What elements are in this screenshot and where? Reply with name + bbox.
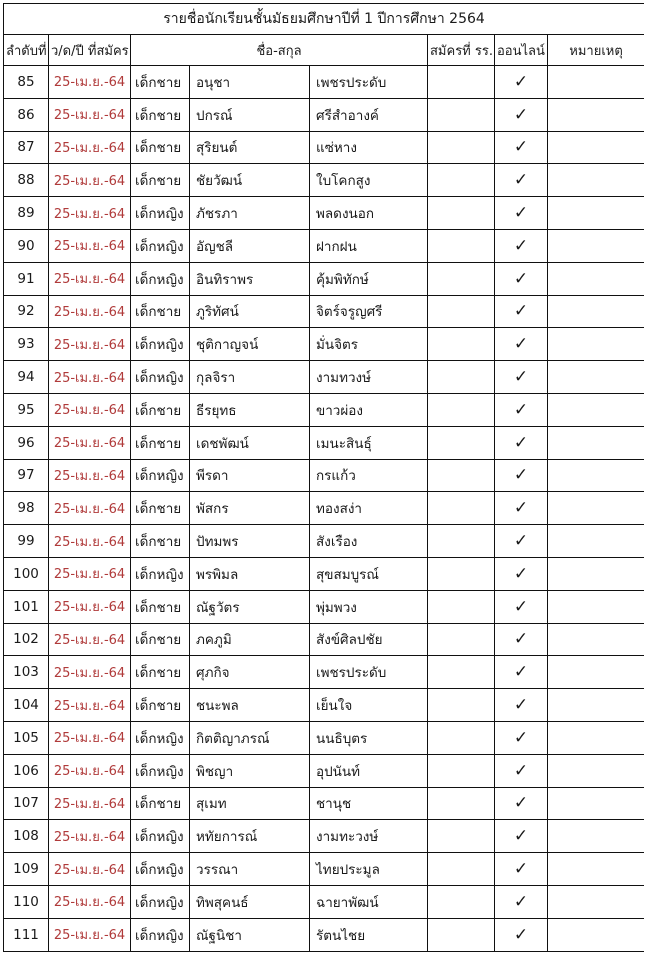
row-applied [428,918,495,951]
row-last-name: ขาวผ่อง [310,393,428,426]
row-applied [428,590,495,623]
row-number: 89 [4,197,49,230]
table-row [4,853,645,886]
row-prefix: เด็กหญิง [131,820,190,853]
row-remark [548,361,645,394]
row-remark [548,820,645,853]
row-date: 25-เม.ย.-64 [49,885,131,918]
row-first-name: พีรดา [190,459,310,492]
row-first-name: ชุติกาญจน์ [190,328,310,361]
row-online-check: ✓ [495,229,548,262]
row-remark [548,197,645,230]
row-number: 94 [4,361,49,394]
row-first-name: วรรณา [190,853,310,886]
row-remark [548,66,645,99]
row-last-name: ชานุช [310,787,428,820]
row-online-check: ✓ [495,492,548,525]
row-prefix: เด็กชาย [131,98,190,131]
row-prefix: เด็กหญิง [131,361,190,394]
row-first-name: กิตติญาภรณ์ [190,721,310,754]
row-first-name: อนุชา [190,66,310,99]
row-remark [548,590,645,623]
row-date: 25-เม.ย.-64 [49,164,131,197]
row-prefix: เด็กชาย [131,164,190,197]
row-applied [428,131,495,164]
row-remark [548,656,645,689]
row-online-check: ✓ [495,525,548,558]
row-online-check: ✓ [495,853,548,886]
row-last-name: งามทะวงษ์ [310,820,428,853]
row-remark [548,721,645,754]
row-online-check: ✓ [495,557,548,590]
row-remark [548,525,645,558]
row-number: 90 [4,229,49,262]
row-remark [548,853,645,886]
row-first-name: พรพิมล [190,557,310,590]
row-remark [548,229,645,262]
row-applied [428,656,495,689]
row-number: 93 [4,328,49,361]
row-remark [548,918,645,951]
row-online-check: ✓ [495,787,548,820]
row-number: 108 [4,820,49,853]
row-last-name: ใบโคกสูง [310,164,428,197]
row-applied [428,229,495,262]
row-prefix: เด็กหญิง [131,459,190,492]
row-date: 25-เม.ย.-64 [49,492,131,525]
row-last-name: เย็นใจ [310,689,428,722]
row-date: 25-เม.ย.-64 [49,459,131,492]
row-remark [548,98,645,131]
table-row [4,131,645,164]
row-number: 96 [4,426,49,459]
table-row [4,492,645,525]
sheet-title: รายชื่อนักเรียนชั้นมัธยมศึกษาปีที่ 1 ปีการศึกษา 2564 [4,4,645,35]
table-row [4,525,645,558]
row-prefix: เด็กหญิง [131,328,190,361]
row-applied [428,885,495,918]
table-row [4,164,645,197]
row-first-name: ทิพสุคนธ์ [190,885,310,918]
row-prefix: เด็กหญิง [131,262,190,295]
row-online-check: ✓ [495,197,548,230]
table-row [4,885,645,918]
row-number: 92 [4,295,49,328]
row-applied [428,492,495,525]
title-row [4,4,645,35]
row-number: 86 [4,98,49,131]
table-row [4,656,645,689]
row-remark [548,131,645,164]
row-last-name: เพชรประดับ [310,656,428,689]
row-remark [548,295,645,328]
row-last-name: งามทวงษ์ [310,361,428,394]
row-date: 25-เม.ย.-64 [49,426,131,459]
row-online-check: ✓ [495,590,548,623]
row-prefix: เด็กชาย [131,787,190,820]
table-row [4,197,645,230]
header-order: ลำดับที่ [4,35,49,66]
row-date: 25-เม.ย.-64 [49,656,131,689]
row-date: 25-เม.ย.-64 [49,131,131,164]
table-row [4,918,645,951]
row-applied [428,164,495,197]
row-date: 25-เม.ย.-64 [49,98,131,131]
row-applied [428,426,495,459]
table-row [4,721,645,754]
row-first-name: ณัฐวัตร [190,590,310,623]
row-last-name: พุ่มพวง [310,590,428,623]
row-prefix: เด็กหญิง [131,885,190,918]
header-date: ว/ด/ปี ที่สมัคร [49,35,131,66]
row-first-name: พัสกร [190,492,310,525]
row-applied [428,525,495,558]
row-online-check: ✓ [495,623,548,656]
table-row [4,754,645,787]
row-number: 87 [4,131,49,164]
row-online-check: ✓ [495,426,548,459]
row-prefix: เด็กชาย [131,426,190,459]
row-last-name: สังข์ศิลปชัย [310,623,428,656]
table-row [4,229,645,262]
row-number: 107 [4,787,49,820]
header-applied: สมัครที่ รร. [428,35,495,66]
row-number: 110 [4,885,49,918]
header-row [4,35,645,66]
row-date: 25-เม.ย.-64 [49,918,131,951]
student-list-sheet [3,3,644,963]
table-row [4,557,645,590]
row-remark [548,885,645,918]
row-remark [548,754,645,787]
row-prefix: เด็กหญิง [131,557,190,590]
row-prefix: เด็กชาย [131,492,190,525]
row-remark [548,262,645,295]
row-applied [428,820,495,853]
row-number: 102 [4,623,49,656]
row-last-name: สุขสมบูรณ์ [310,557,428,590]
row-first-name: ภัชรภา [190,197,310,230]
row-last-name: มั่นจิตร [310,328,428,361]
row-online-check: ✓ [495,164,548,197]
row-online-check: ✓ [495,459,548,492]
row-prefix: เด็กชาย [131,689,190,722]
row-last-name: แซ่หาง [310,131,428,164]
row-online-check: ✓ [495,689,548,722]
row-date: 25-เม.ย.-64 [49,557,131,590]
row-number: 104 [4,689,49,722]
row-last-name: รัตนไชย [310,918,428,951]
row-last-name: พลดงนอก [310,197,428,230]
row-first-name: อินทิราพร [190,262,310,295]
row-online-check: ✓ [495,721,548,754]
row-first-name: สุริยนต์ [190,131,310,164]
row-date: 25-เม.ย.-64 [49,197,131,230]
row-remark [548,328,645,361]
row-applied [428,393,495,426]
table-row [4,66,645,99]
header-name: ชื่อ-สกุล [131,35,428,66]
row-prefix: เด็กชาย [131,131,190,164]
row-remark [548,623,645,656]
row-first-name: ภูริทัศน์ [190,295,310,328]
table-row [4,262,645,295]
row-date: 25-เม.ย.-64 [49,295,131,328]
row-applied [428,623,495,656]
row-date: 25-เม.ย.-64 [49,787,131,820]
row-applied [428,262,495,295]
row-date: 25-เม.ย.-64 [49,820,131,853]
table-row [4,689,645,722]
row-online-check: ✓ [495,656,548,689]
row-prefix: เด็กชาย [131,393,190,426]
row-online-check: ✓ [495,885,548,918]
row-applied [428,98,495,131]
row-online-check: ✓ [495,131,548,164]
table-row [4,623,645,656]
row-first-name: ภคภูมิ [190,623,310,656]
row-date: 25-เม.ย.-64 [49,229,131,262]
row-number: 88 [4,164,49,197]
table-row [4,459,645,492]
row-prefix: เด็กหญิง [131,754,190,787]
row-last-name: ฉายาพัฒน์ [310,885,428,918]
row-date: 25-เม.ย.-64 [49,853,131,886]
row-last-name: เพชรประดับ [310,66,428,99]
row-applied [428,328,495,361]
row-applied [428,853,495,886]
row-first-name: ธีรยุทธ [190,393,310,426]
row-prefix: เด็กหญิง [131,721,190,754]
row-last-name: จิตร์จรูญศรี [310,295,428,328]
row-online-check: ✓ [495,66,548,99]
row-prefix: เด็กชาย [131,295,190,328]
row-last-name: คุ้มพิทักษ์ [310,262,428,295]
row-remark [548,393,645,426]
row-applied [428,689,495,722]
table-row [4,361,645,394]
row-date: 25-เม.ย.-64 [49,262,131,295]
row-remark [548,164,645,197]
row-online-check: ✓ [495,918,548,951]
row-remark [548,492,645,525]
row-first-name: กุลจิรา [190,361,310,394]
row-last-name: อุปนันท์ [310,754,428,787]
row-number: 111 [4,918,49,951]
row-first-name: สุเมท [190,787,310,820]
row-first-name: ศุภกิจ [190,656,310,689]
student-table [3,3,644,952]
row-prefix: เด็กชาย [131,525,190,558]
row-prefix: เด็กหญิง [131,197,190,230]
row-date: 25-เม.ย.-64 [49,590,131,623]
row-number: 100 [4,557,49,590]
header-remark: หมายเหตุ [548,35,645,66]
row-first-name: หทัยการณ์ [190,820,310,853]
table-row [4,820,645,853]
row-applied [428,66,495,99]
row-first-name: เดชพัฒน์ [190,426,310,459]
row-prefix: เด็กหญิง [131,918,190,951]
row-remark [548,426,645,459]
row-prefix: เด็กหญิง [131,229,190,262]
row-online-check: ✓ [495,98,548,131]
row-online-check: ✓ [495,820,548,853]
row-prefix: เด็กชาย [131,590,190,623]
table-row [4,295,645,328]
row-prefix: เด็กชาย [131,656,190,689]
table-body [4,66,645,952]
row-number: 95 [4,393,49,426]
row-number: 91 [4,262,49,295]
row-applied [428,721,495,754]
row-number: 99 [4,525,49,558]
row-number: 109 [4,853,49,886]
row-online-check: ✓ [495,328,548,361]
row-date: 25-เม.ย.-64 [49,393,131,426]
row-prefix: เด็กหญิง [131,853,190,886]
row-number: 85 [4,66,49,99]
table-row [4,426,645,459]
row-number: 103 [4,656,49,689]
row-first-name: ชนะพล [190,689,310,722]
row-last-name: นนธิบุตร [310,721,428,754]
row-prefix: เด็กชาย [131,623,190,656]
row-remark [548,689,645,722]
row-applied [428,787,495,820]
row-prefix: เด็กชาย [131,66,190,99]
row-first-name: ปกรณ์ [190,98,310,131]
row-last-name: กรแก้ว [310,459,428,492]
row-remark [548,459,645,492]
row-first-name: ณัฐนิชา [190,918,310,951]
row-number: 101 [4,590,49,623]
table-row [4,393,645,426]
row-number: 97 [4,459,49,492]
row-online-check: ✓ [495,262,548,295]
row-applied [428,295,495,328]
row-last-name: ทองสง่า [310,492,428,525]
row-date: 25-เม.ย.-64 [49,328,131,361]
row-number: 98 [4,492,49,525]
row-date: 25-เม.ย.-64 [49,623,131,656]
row-date: 25-เม.ย.-64 [49,754,131,787]
row-remark [548,557,645,590]
row-date: 25-เม.ย.-64 [49,361,131,394]
table-row [4,328,645,361]
header-online: ออนไลน์ [495,35,548,66]
row-online-check: ✓ [495,295,548,328]
row-first-name: อัญชลี [190,229,310,262]
row-last-name: เมนะสินธุ์ [310,426,428,459]
table-row [4,590,645,623]
row-applied [428,557,495,590]
row-number: 106 [4,754,49,787]
row-online-check: ✓ [495,393,548,426]
row-first-name: ชัยวัฒน์ [190,164,310,197]
row-last-name: สังเรือง [310,525,428,558]
row-online-check: ✓ [495,754,548,787]
row-first-name: ปัทมพร [190,525,310,558]
row-applied [428,197,495,230]
row-online-check: ✓ [495,361,548,394]
row-date: 25-เม.ย.-64 [49,66,131,99]
row-number: 105 [4,721,49,754]
table-row [4,98,645,131]
row-applied [428,754,495,787]
row-date: 25-เม.ย.-64 [49,721,131,754]
row-last-name: ไทยประมูล [310,853,428,886]
row-applied [428,361,495,394]
row-remark [548,787,645,820]
row-first-name: พิชญา [190,754,310,787]
table-row [4,787,645,820]
row-last-name: ศรีสำอางค์ [310,98,428,131]
row-applied [428,459,495,492]
row-last-name: ฝากฝน [310,229,428,262]
row-date: 25-เม.ย.-64 [49,525,131,558]
row-date: 25-เม.ย.-64 [49,689,131,722]
